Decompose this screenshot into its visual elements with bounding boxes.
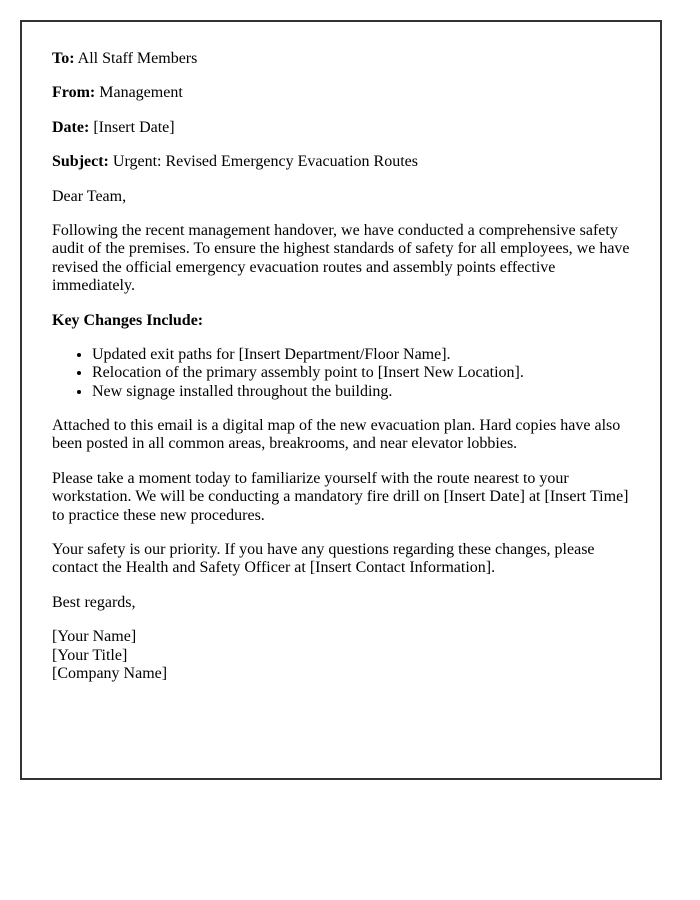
paragraph-attachment: Attached to this email is a digital map of the new evacuation plan. Hard copies have also been posted in all common areas, breakrooms, and near elevator lobbies. bbox=[52, 417, 621, 453]
memo-field-from-value: Management bbox=[99, 84, 183, 102]
key-changes-list bbox=[52, 346, 630, 401]
signature-title: [Your Title] bbox=[52, 646, 128, 664]
signature-name: [Your Name] bbox=[52, 628, 137, 646]
memo-field-from-label: From: bbox=[52, 84, 96, 102]
paragraph-contact: Your safety is our priority. If you have any questions regarding these changes, please contact the Health and Safety Officer at [Insert Contact Information]. bbox=[52, 541, 595, 577]
memo-document bbox=[20, 20, 662, 780]
memo-field-subject-label: Subject: bbox=[52, 153, 109, 171]
list-item: • Relocation of the primary assembly point to [Insert New Location]. bbox=[92, 364, 630, 382]
memo-field-from bbox=[52, 84, 630, 102]
memo-field-date-label: Date: bbox=[52, 118, 90, 136]
memo-field-date bbox=[52, 119, 630, 137]
list-item: • New signage installed throughout the building. bbox=[92, 383, 630, 401]
paragraph-drill: Please take a moment today to familiarize yourself with the route nearest to your workstation. We will be conducting a mandatory fire drill on [Insert Date] at [Insert Time] to practice these new procedures. bbox=[52, 469, 629, 524]
memo-field-subject-value: Urgent: Revised Emergency Evacuation Routes bbox=[112, 153, 418, 171]
signature-company: [Company Name] bbox=[52, 664, 168, 682]
key-changes-heading-text: Key Changes Include: bbox=[52, 311, 204, 329]
list-item: • Updated exit paths for [Insert Department/Floor Name]. bbox=[92, 346, 630, 364]
memo-field-to bbox=[52, 50, 630, 68]
memo-field-to-label: To: bbox=[52, 50, 75, 67]
memo-field-subject bbox=[52, 153, 630, 171]
key-changes-heading bbox=[52, 312, 630, 330]
paragraph-intro: Following the recent management handover, we have conducted a comprehensive safety audit of the premises. To ensure the highest standards of safety for all employees, we have revised the official emergency evacuation routes and assembly points effective immediately. bbox=[52, 221, 630, 295]
signature-block bbox=[52, 628, 630, 683]
memo-field-date-value: [Insert Date] bbox=[93, 118, 175, 136]
closing: Best regards, bbox=[52, 593, 136, 611]
memo-field-to-value: All Staff Members bbox=[77, 50, 198, 67]
salutation: Dear Team, bbox=[52, 187, 127, 205]
